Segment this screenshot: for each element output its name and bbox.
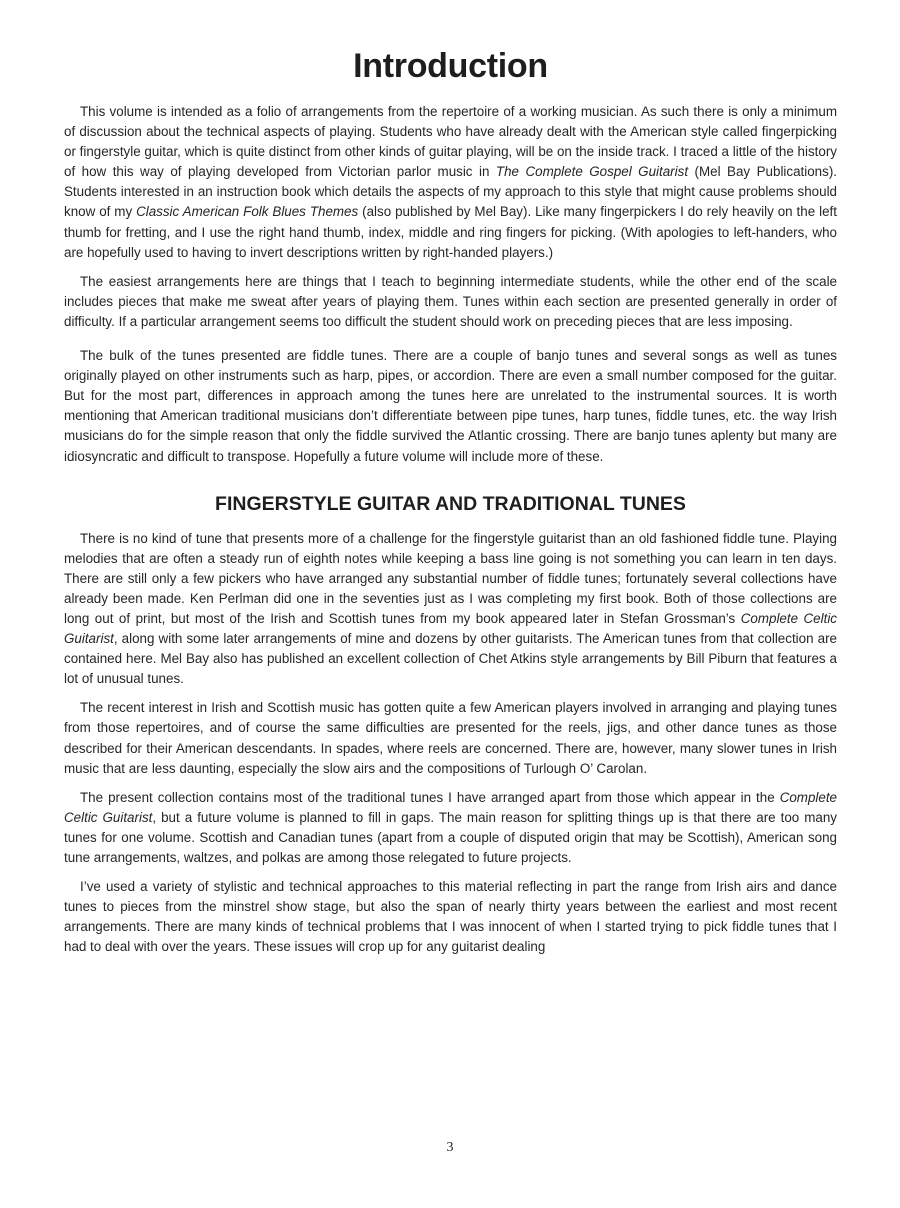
paragraph [64, 102, 837, 263]
paragraph [64, 788, 837, 868]
text-run: The bulk of the tunes presented are fiddle tunes. There are a couple of banjo tunes and several songs as well as tunes originally played on other instruments such as harp, pipes, or accordion. There are even a small number composed for the guitar. But for the most part, differences in approach among the tunes here are unrelated to the instrumental sources. It is worth mentioning that American traditional musicians don’t differentiate between pipe tunes, harp tunes, fiddle tunes, etc. the way Irish musicians do for the simple reason that only the fiddle survived the Atlantic crossing. There are banjo tunes aplenty but many are idiosyncratic and difficult to transpose. Hopefully a future volume will include more of these. [64, 348, 837, 464]
text-run: There is no kind of tune that presents more of a challenge for the fingerstyle guitarist than an old fashioned fiddle tune. Playing melodies that are often a steady run of eighth notes while keeping a bass line going is not something you can learn in ten days. There are still only a few pickers who have arranged any substantial number of fiddle tunes; fortunately several collections have already been made. Ken Perlman did one in the seventies just as I was completing my first book. Both of those collections are long out of print, but most of the Irish and Scottish tunes from my book appeared later in Stefan Grossman’s [64, 530, 837, 626]
paragraph [64, 272, 837, 332]
text-run: I’ve used a variety of stylistic and technical approaches to this material reflecting in part the range from Irish airs and dance tunes to pieces from the minstrel show stage, but also the span of nearly thirty years between the earliest and most recent arrangements. There are many kinds of technical problems that I was innocent of when I started trying to pick fiddle tunes that I had to deal with over the years. These issues will crop up for any guitarist dealing [64, 879, 837, 955]
italic-title: The Complete Gospel Guitarist [495, 164, 689, 180]
section-heading: FINGERSTYLE GUITAR AND TRADITIONAL TUNES [215, 492, 686, 515]
text-run: , along with some later arrangements of mine and dozens by other guitarists. The American tunes from that collection are contained here. Mel Bay also has published an excellent collection of Chet Atkins style arrangements by Bill Piburn that features a lot of unusual tunes. [64, 631, 837, 687]
text-run: (also published by Mel Bay). Like many fingerpickers I do rely heavily on the left thumb for fretting, and I use the right hand thumb, index, middle and ring fingers for picking. (With apologies to left-handers, who are hopefully used to having to invert descriptions written by right-handed players.) [64, 204, 837, 260]
text-run: , but a future volume is planned to fill in gaps. The main reason for splitting things up is that there are too many tunes for one volume. Scottish and Canadian tunes (apart from a couple of disputed origin that may be Scottish), American song tune arrangements, waltzes, and polkas are among those relegated to future projects. [64, 809, 837, 865]
page-title: Introduction [353, 47, 548, 85]
text-run: The recent interest in Irish and Scottish music has gotten quite a few American players involved in arranging and playing tunes from those repertoires, and of course the same difficulties are presented for the reels, jigs, and other dance tunes as those described for their American descendants. In spades, where reels are concerned. There are, however, many slower tunes in Irish music that are less daunting, especially the slow airs and the compositions of Turlough O’ Carolan. [64, 700, 837, 776]
paragraph [64, 346, 837, 467]
page-number: 3 [446, 1140, 454, 1155]
paragraph [64, 877, 837, 957]
italic-title: Complete Celtic Guitarist [64, 789, 837, 825]
italic-title: Complete Celtic Guitarist [64, 610, 837, 647]
paragraph [64, 529, 837, 690]
intro-section [64, 102, 837, 467]
text-run: The easiest arrangements here are things that I teach to beginning intermediate students, while the other end of the scale includes pieces that make me sweat after years of playing them. Tunes within each section are presented generally in order of difficulty. If a particular arrangement seems too difficult the student should work on preceding pieces that are less imposing. [64, 273, 837, 329]
fingerstyle-section [64, 529, 837, 958]
italic-title: Classic American Folk Blues Themes [136, 204, 359, 220]
text-run: The present collection contains most of the traditional tunes I have arranged apart from those which appear in the [80, 789, 780, 805]
text-run: This volume is intended as a folio of arrangements from the repertoire of a working musician. As such there is only a minimum of discussion about the technical aspects of playing. Students who have already dealt with the American style called fingerpicking or fingerstyle guitar, which is quite distinct from other kinds of guitar playing, will be on the inside track. I traced a little of the history of how this way of playing developed from Victorian parlor music in [64, 104, 837, 180]
paragraph [64, 698, 837, 778]
text-run: (Mel Bay Publications). Students interested in an instruction book which details the aspects of my approach to this style that might cause problems should know of my [64, 164, 838, 220]
